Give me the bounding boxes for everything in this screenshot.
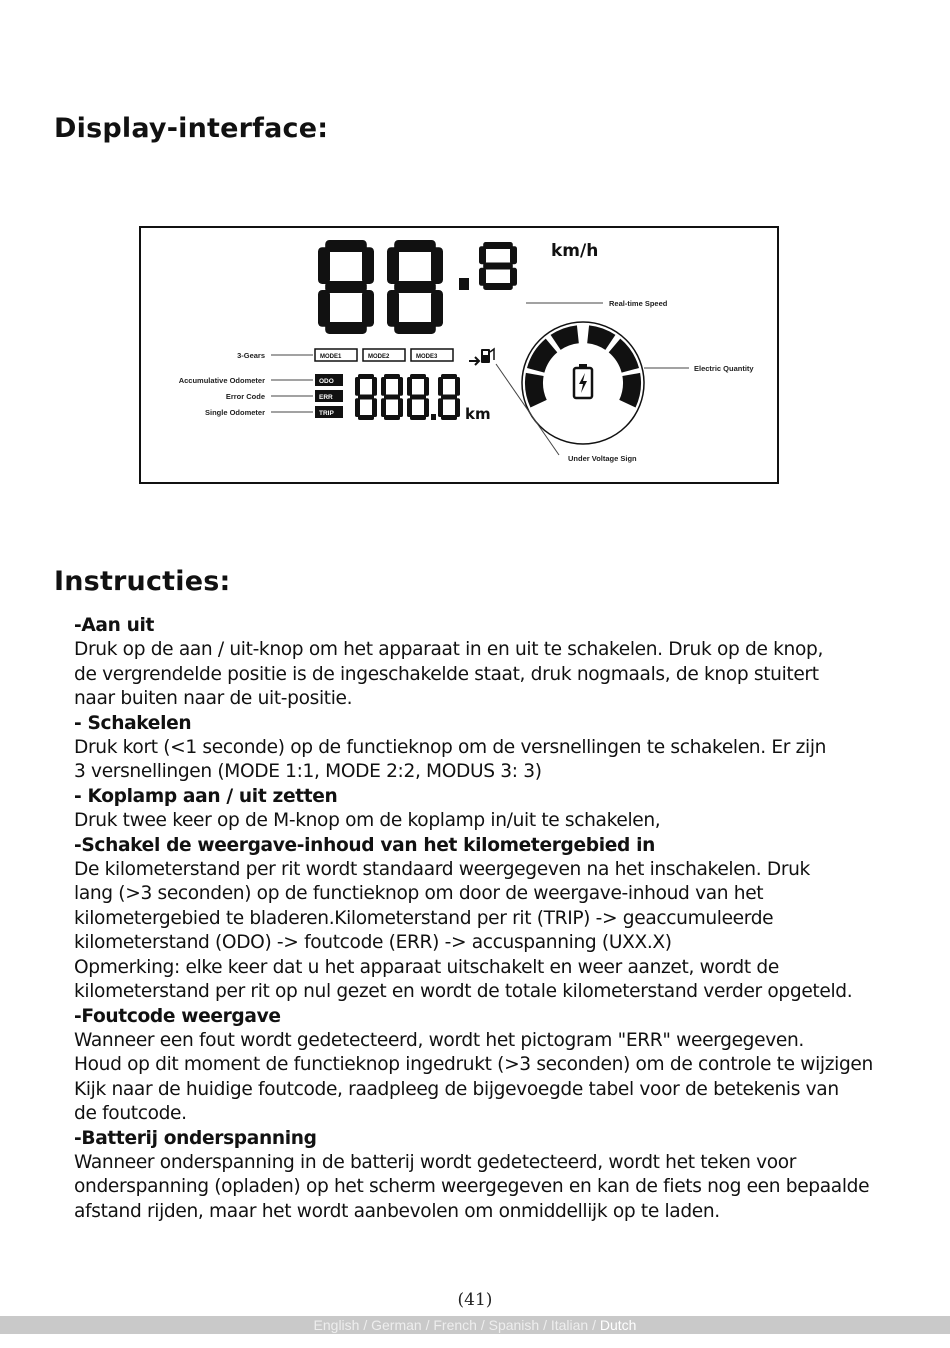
digit-segment bbox=[384, 395, 400, 400]
digit-segment bbox=[372, 377, 377, 396]
battery-level-segment bbox=[525, 373, 547, 408]
digit-segment bbox=[381, 398, 386, 417]
section-text-line: naar buiten naar de uit-positie. bbox=[74, 688, 353, 710]
speed-unit: km/h bbox=[551, 241, 599, 261]
headlight-icon bbox=[469, 357, 479, 365]
digit-segment bbox=[358, 374, 374, 379]
display-interface-heading: Display-interface: bbox=[54, 113, 329, 144]
digit-segment bbox=[455, 377, 460, 396]
digit-segment bbox=[318, 247, 330, 284]
indicator-tag-text: ERR bbox=[319, 394, 333, 401]
digit-segment bbox=[381, 377, 386, 396]
label-under-voltage-sign: Under Voltage Sign bbox=[568, 454, 637, 463]
label-error-code: Error Code bbox=[225, 392, 265, 401]
section-text-line: Druk kort (<1 seconde) op de functieknop om de versnellingen te schakelen. Er zijn bbox=[74, 737, 827, 759]
section-text-line: Opmerking: elke keer dat u het apparaat uitschakelt en weer aanzet, wordt de bbox=[74, 956, 779, 978]
section-title: -Aan uit bbox=[74, 615, 155, 636]
active-language: Dutch bbox=[599, 1317, 637, 1333]
digit-segment bbox=[394, 240, 436, 252]
digit-segment bbox=[424, 398, 429, 417]
digit-segment bbox=[455, 398, 460, 417]
section-text-line: kilometergebied te bladeren.Kilometerstand per rit (TRIP) -> geaccumuleerde bbox=[74, 907, 774, 929]
odometer-digit bbox=[355, 374, 377, 420]
instructions-heading: Instructies: bbox=[54, 566, 231, 597]
digit-segment bbox=[407, 377, 412, 396]
section-text-line: De kilometerstand per rit wordt standaard weergegeven na het inschakelen. Druk bbox=[74, 859, 810, 881]
lcd-display-svg bbox=[141, 228, 777, 482]
digit-segment bbox=[483, 263, 513, 270]
digit-segment bbox=[483, 242, 513, 249]
digit-segment bbox=[394, 322, 436, 334]
label-real-time-speed: Real-time Speed bbox=[609, 299, 668, 308]
instruction-section bbox=[74, 1127, 894, 1225]
label-single-odometer: Single Odometer bbox=[204, 408, 265, 417]
digit-segment bbox=[410, 374, 426, 379]
charging-bolt-icon bbox=[579, 373, 587, 393]
battery-level-segment bbox=[619, 373, 641, 408]
digit-segment bbox=[441, 415, 457, 420]
speed-digit bbox=[479, 242, 517, 290]
language-bar bbox=[0, 1316, 950, 1334]
section-text-line: afstand rijden, maar het wordt aanbevolen om onmiddellijk op te laden. bbox=[74, 1200, 720, 1222]
digit-segment bbox=[325, 240, 367, 252]
instruction-section bbox=[74, 614, 894, 712]
section-text-line: kilometerstand per rit op nul gezet en wordt de totale kilometerstand verder opgeteld. bbox=[74, 981, 853, 1003]
digit-segment bbox=[387, 247, 399, 284]
section-title: -Foutcode weergave bbox=[74, 1005, 281, 1027]
digit-segment bbox=[479, 268, 486, 286]
lcd-display-diagram bbox=[139, 226, 779, 484]
digit-segment bbox=[424, 377, 429, 396]
section-text-line: Wanneer onderspanning in de batterij wordt gedetecteerd, wordt het teken voor bbox=[74, 1151, 797, 1173]
digit-segment bbox=[431, 290, 443, 327]
digit-segment bbox=[355, 398, 360, 417]
section-text-line: Houd op dit moment de functieknop ingedrukt (>3 seconden) om de controle te wijzigen bbox=[74, 1054, 873, 1076]
mode-label: MODE1 bbox=[320, 354, 342, 360]
label-accumulative-odometer: Accumulative Odometer bbox=[178, 376, 265, 385]
section-title: -Batterij onderspanning bbox=[74, 1127, 317, 1149]
instruction-section bbox=[74, 712, 894, 785]
speed-digit bbox=[387, 240, 443, 334]
instruction-section bbox=[74, 834, 894, 1005]
digit-segment bbox=[394, 281, 436, 293]
indicator-tag-text: ODO bbox=[319, 378, 334, 385]
digit-segment bbox=[318, 290, 330, 327]
digit-segment bbox=[325, 322, 367, 334]
digit-segment bbox=[438, 398, 443, 417]
digit-segment bbox=[410, 415, 426, 420]
page-number: (41) bbox=[457, 1290, 493, 1310]
section-text-line: de vergrendelde positie is de ingeschakelde staat, druk nogmaals, de knop stuitert bbox=[74, 663, 819, 685]
fuel-pump-nozzle bbox=[490, 349, 494, 360]
digit-segment bbox=[398, 377, 403, 396]
digit-segment bbox=[510, 246, 517, 264]
section-text-line: lang (>3 seconden) op de functieknop om door de weergave-inhoud van het bbox=[74, 883, 764, 905]
language-list: English / German / French / Spanish / Italian / bbox=[313, 1317, 600, 1333]
battery-level-segment bbox=[609, 339, 639, 373]
digit-segment bbox=[325, 281, 367, 293]
digit-segment bbox=[384, 374, 400, 379]
digit-segment bbox=[362, 247, 374, 284]
digit-segment bbox=[410, 395, 426, 400]
digit-segment bbox=[431, 247, 443, 284]
battery-terminal bbox=[579, 364, 587, 368]
section-text-line: Druk op de aan / uit-knop om het apparaat in en uit te schakelen. Druk op de knop, bbox=[74, 639, 824, 661]
digit-segment bbox=[510, 268, 517, 286]
digit-segment bbox=[479, 246, 486, 264]
section-text-line: Druk twee keer op de M-knop om de koplamp in/uit te schakelen, bbox=[74, 810, 661, 832]
speed-decimal-point bbox=[459, 278, 469, 290]
section-text-line: Kijk naar de huidige foutcode, raadpleeg de bijgevoegde tabel voor de betekenis van bbox=[74, 1078, 839, 1100]
section-title: - Schakelen bbox=[74, 712, 192, 734]
odometer-digit bbox=[407, 374, 429, 420]
odometer-unit: km bbox=[465, 405, 491, 423]
digit-segment bbox=[398, 398, 403, 417]
digit-segment bbox=[387, 290, 399, 327]
digit-segment bbox=[384, 415, 400, 420]
instruction-section bbox=[74, 1005, 894, 1127]
battery-level-segment bbox=[527, 339, 557, 373]
section-text-line: de foutcode. bbox=[74, 1103, 187, 1125]
section-text-line: Wanneer een fout wordt gedetecteerd, wordt het pictogram "ERR" weergegeven. bbox=[74, 1029, 804, 1051]
section-text-line: 3 versnellingen (MODE 1:1, MODE 2:2, MODUS 3: 3) bbox=[74, 761, 542, 783]
digit-segment bbox=[362, 290, 374, 327]
indicator-tag-text: TRIP bbox=[319, 410, 334, 417]
mode-label: MODE2 bbox=[368, 354, 390, 360]
odometer-digit bbox=[381, 374, 403, 420]
section-title: -Schakel de weergave-inhoud van het kilometergebied in bbox=[74, 834, 655, 856]
label-gears: 3-Gears bbox=[237, 351, 265, 360]
digit-segment bbox=[355, 377, 360, 396]
instructions-body bbox=[74, 614, 894, 1224]
digit-segment bbox=[441, 374, 457, 379]
digit-segment bbox=[438, 377, 443, 396]
label-electric-quantity: Electric Quantity bbox=[694, 364, 754, 373]
mode-label: MODE3 bbox=[416, 354, 438, 360]
section-title: - Koplamp aan / uit zetten bbox=[74, 785, 338, 807]
digit-segment bbox=[407, 398, 412, 417]
digit-segment bbox=[483, 283, 513, 290]
odometer-decimal-point bbox=[431, 414, 436, 420]
odometer-digit bbox=[438, 374, 460, 420]
digit-segment bbox=[358, 415, 374, 420]
section-text-line: onderspanning (opladen) op het scherm weergegeven en kan de fiets nog een bepaalde bbox=[74, 1176, 870, 1198]
digit-segment bbox=[441, 395, 457, 400]
fuel-pump-window bbox=[483, 351, 488, 355]
digit-segment bbox=[358, 395, 374, 400]
digit-segment bbox=[372, 398, 377, 417]
instruction-section bbox=[74, 785, 894, 834]
speed-digit bbox=[318, 240, 374, 334]
section-text-line: kilometerstand (ODO) -> foutcode (ERR) -> accuspanning (UXX.X) bbox=[74, 932, 672, 954]
